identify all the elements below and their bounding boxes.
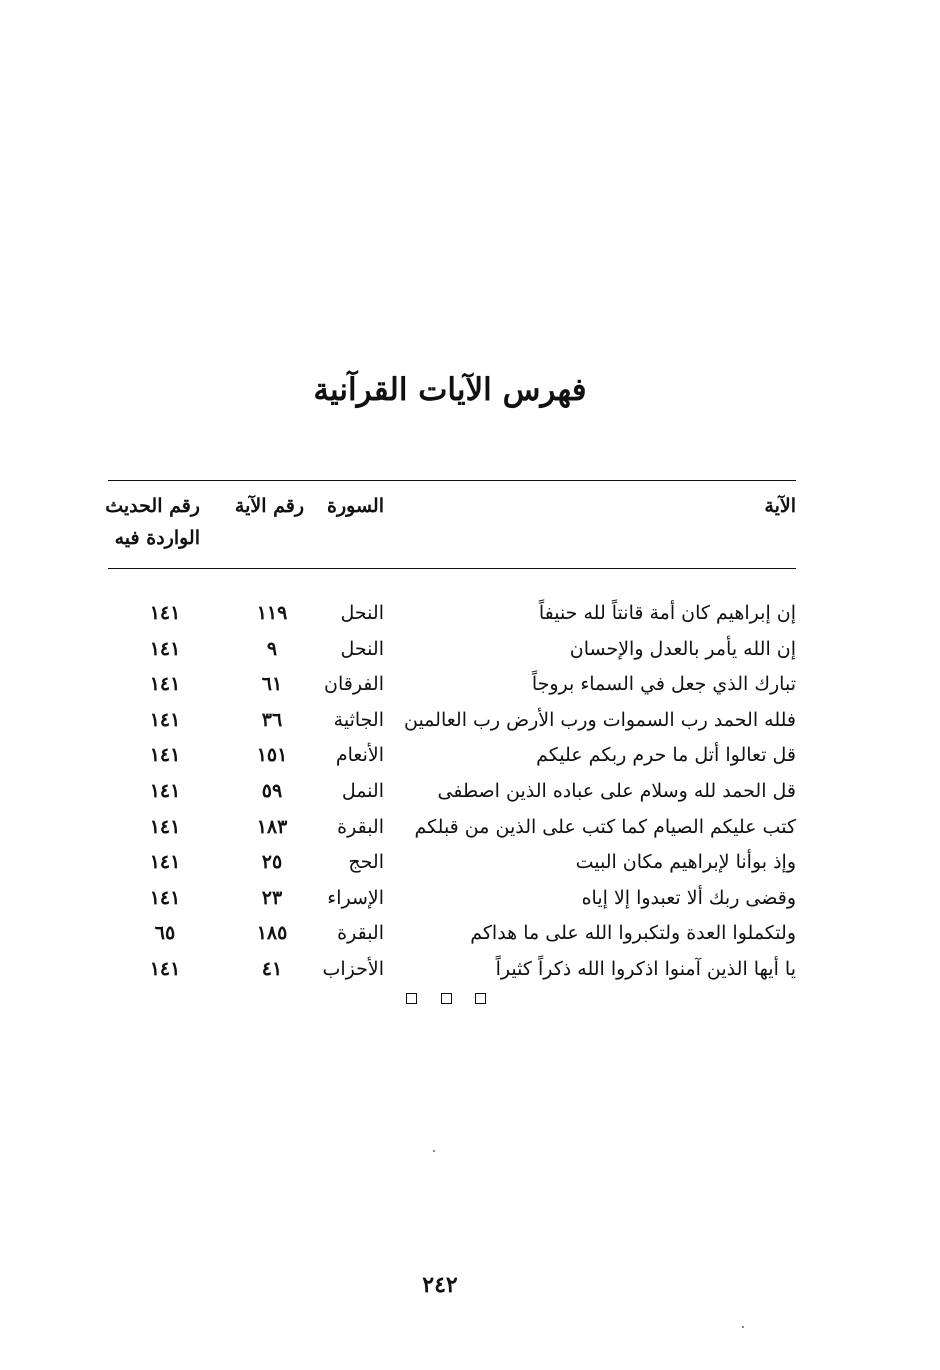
table-row bbox=[108, 952, 796, 988]
surah-name: الأنعام bbox=[335, 744, 384, 767]
table-header bbox=[105, 490, 796, 560]
ayah-number: ١٨٥ bbox=[256, 922, 288, 945]
ayah-number: ٥٩ bbox=[261, 779, 283, 802]
surah-name: البقرة bbox=[337, 922, 384, 945]
page-title: فهرس الآيات القرآنية bbox=[313, 372, 587, 408]
ayah-number: ١٥١ bbox=[256, 744, 288, 767]
column-header-ayah: الآية bbox=[764, 495, 796, 517]
column-header-hadith-number bbox=[80, 490, 200, 554]
ayah-text: قل الحمد لله وسلام على عباده الذين اصطفى bbox=[437, 779, 796, 802]
surah-name: الإسراء bbox=[327, 886, 384, 909]
ayah-number: ١١٩ bbox=[256, 602, 288, 624]
surah-name: الأحزاب bbox=[322, 957, 384, 980]
scan-speck bbox=[742, 1326, 744, 1328]
column-header-surah: السورة bbox=[327, 495, 384, 517]
surah-name: الجاثية bbox=[333, 708, 384, 731]
ayah-number: ٤١ bbox=[261, 957, 283, 980]
ayah-text: يا أيها الذين آمنوا اذكروا الله ذكراً كثيراً bbox=[495, 957, 796, 980]
end-of-section-marks bbox=[406, 993, 486, 1009]
hadith-number: ١٤١ bbox=[149, 851, 181, 874]
hadith-number: ١٤١ bbox=[149, 957, 181, 980]
column-header-ayah-number: رقم الآية bbox=[234, 495, 304, 517]
table-row bbox=[108, 738, 796, 774]
surah-name: النحل bbox=[340, 602, 384, 624]
surah-name: النحل bbox=[340, 637, 384, 660]
table-top-rule bbox=[108, 480, 796, 481]
surah-name: النمل bbox=[341, 779, 384, 802]
ayah-text: قل تعالوا أتل ما حرم ربكم عليكم bbox=[536, 744, 796, 767]
table-row bbox=[108, 703, 796, 739]
table-body bbox=[108, 596, 796, 988]
hadith-number: ١٤١ bbox=[149, 815, 181, 838]
hadith-number: ١٤١ bbox=[149, 637, 181, 660]
table-row bbox=[108, 774, 796, 810]
column-header-hadith-line2: الواردة فيه bbox=[114, 527, 200, 549]
ayah-text: وقضى ربك ألا تعبدوا إلا إياه bbox=[581, 886, 796, 909]
hadith-number: ١٤١ bbox=[149, 673, 181, 696]
table-header-rule bbox=[108, 568, 796, 569]
ayah-text: إن إبراهيم كان أمة قانتاً لله حنيفاً bbox=[538, 602, 796, 624]
ayah-number: ٦١ bbox=[261, 673, 283, 696]
table-row bbox=[108, 632, 796, 668]
hadith-number: ١٤١ bbox=[149, 886, 181, 909]
table-row bbox=[108, 596, 796, 632]
page-number: ٢٤٢ bbox=[422, 1272, 458, 1298]
ayah-text: تبارك الذي جعل في السماء بروجاً bbox=[531, 673, 796, 696]
table-row bbox=[108, 916, 796, 952]
hadith-number: ٦٥ bbox=[154, 922, 176, 945]
hadith-number: ١٤١ bbox=[149, 602, 181, 624]
surah-name: البقرة bbox=[337, 815, 384, 838]
surah-name: الحج bbox=[348, 851, 384, 874]
ayah-number: ٩ bbox=[266, 637, 278, 660]
scan-speck bbox=[433, 1150, 435, 1152]
ayah-text: وإذ بوأنا لإبراهيم مكان البيت bbox=[575, 851, 796, 874]
column-header-hadith-line1: رقم الحديث bbox=[105, 495, 200, 517]
ayah-text: فلله الحمد رب السموات ورب الأرض رب العالمين bbox=[403, 708, 796, 731]
ayah-number: ٢٣ bbox=[261, 886, 283, 909]
ayah-number: ١٨٣ bbox=[256, 815, 288, 838]
table-row bbox=[108, 881, 796, 917]
hadith-number: ١٤١ bbox=[149, 779, 181, 802]
ayah-text: ولتكملوا العدة ولتكبروا الله على ما هداكم bbox=[470, 922, 796, 945]
ayah-text: كتب عليكم الصيام كما كتب على الذين من قبلكم bbox=[414, 815, 796, 838]
hadith-number: ١٤١ bbox=[149, 744, 181, 767]
table-row bbox=[108, 667, 796, 703]
ayah-number: ٢٥ bbox=[261, 851, 283, 874]
table-row bbox=[108, 810, 796, 846]
ayah-number: ٣٦ bbox=[261, 708, 283, 731]
square-ornament-icon bbox=[441, 993, 452, 1004]
ayah-text: إن الله يأمر بالعدل والإحسان bbox=[569, 637, 796, 660]
hadith-number: ١٤١ bbox=[149, 708, 181, 731]
square-ornament-icon bbox=[475, 993, 486, 1004]
surah-name: الفرقان bbox=[324, 673, 384, 696]
table-row bbox=[108, 845, 796, 881]
square-ornament-icon bbox=[406, 993, 417, 1004]
